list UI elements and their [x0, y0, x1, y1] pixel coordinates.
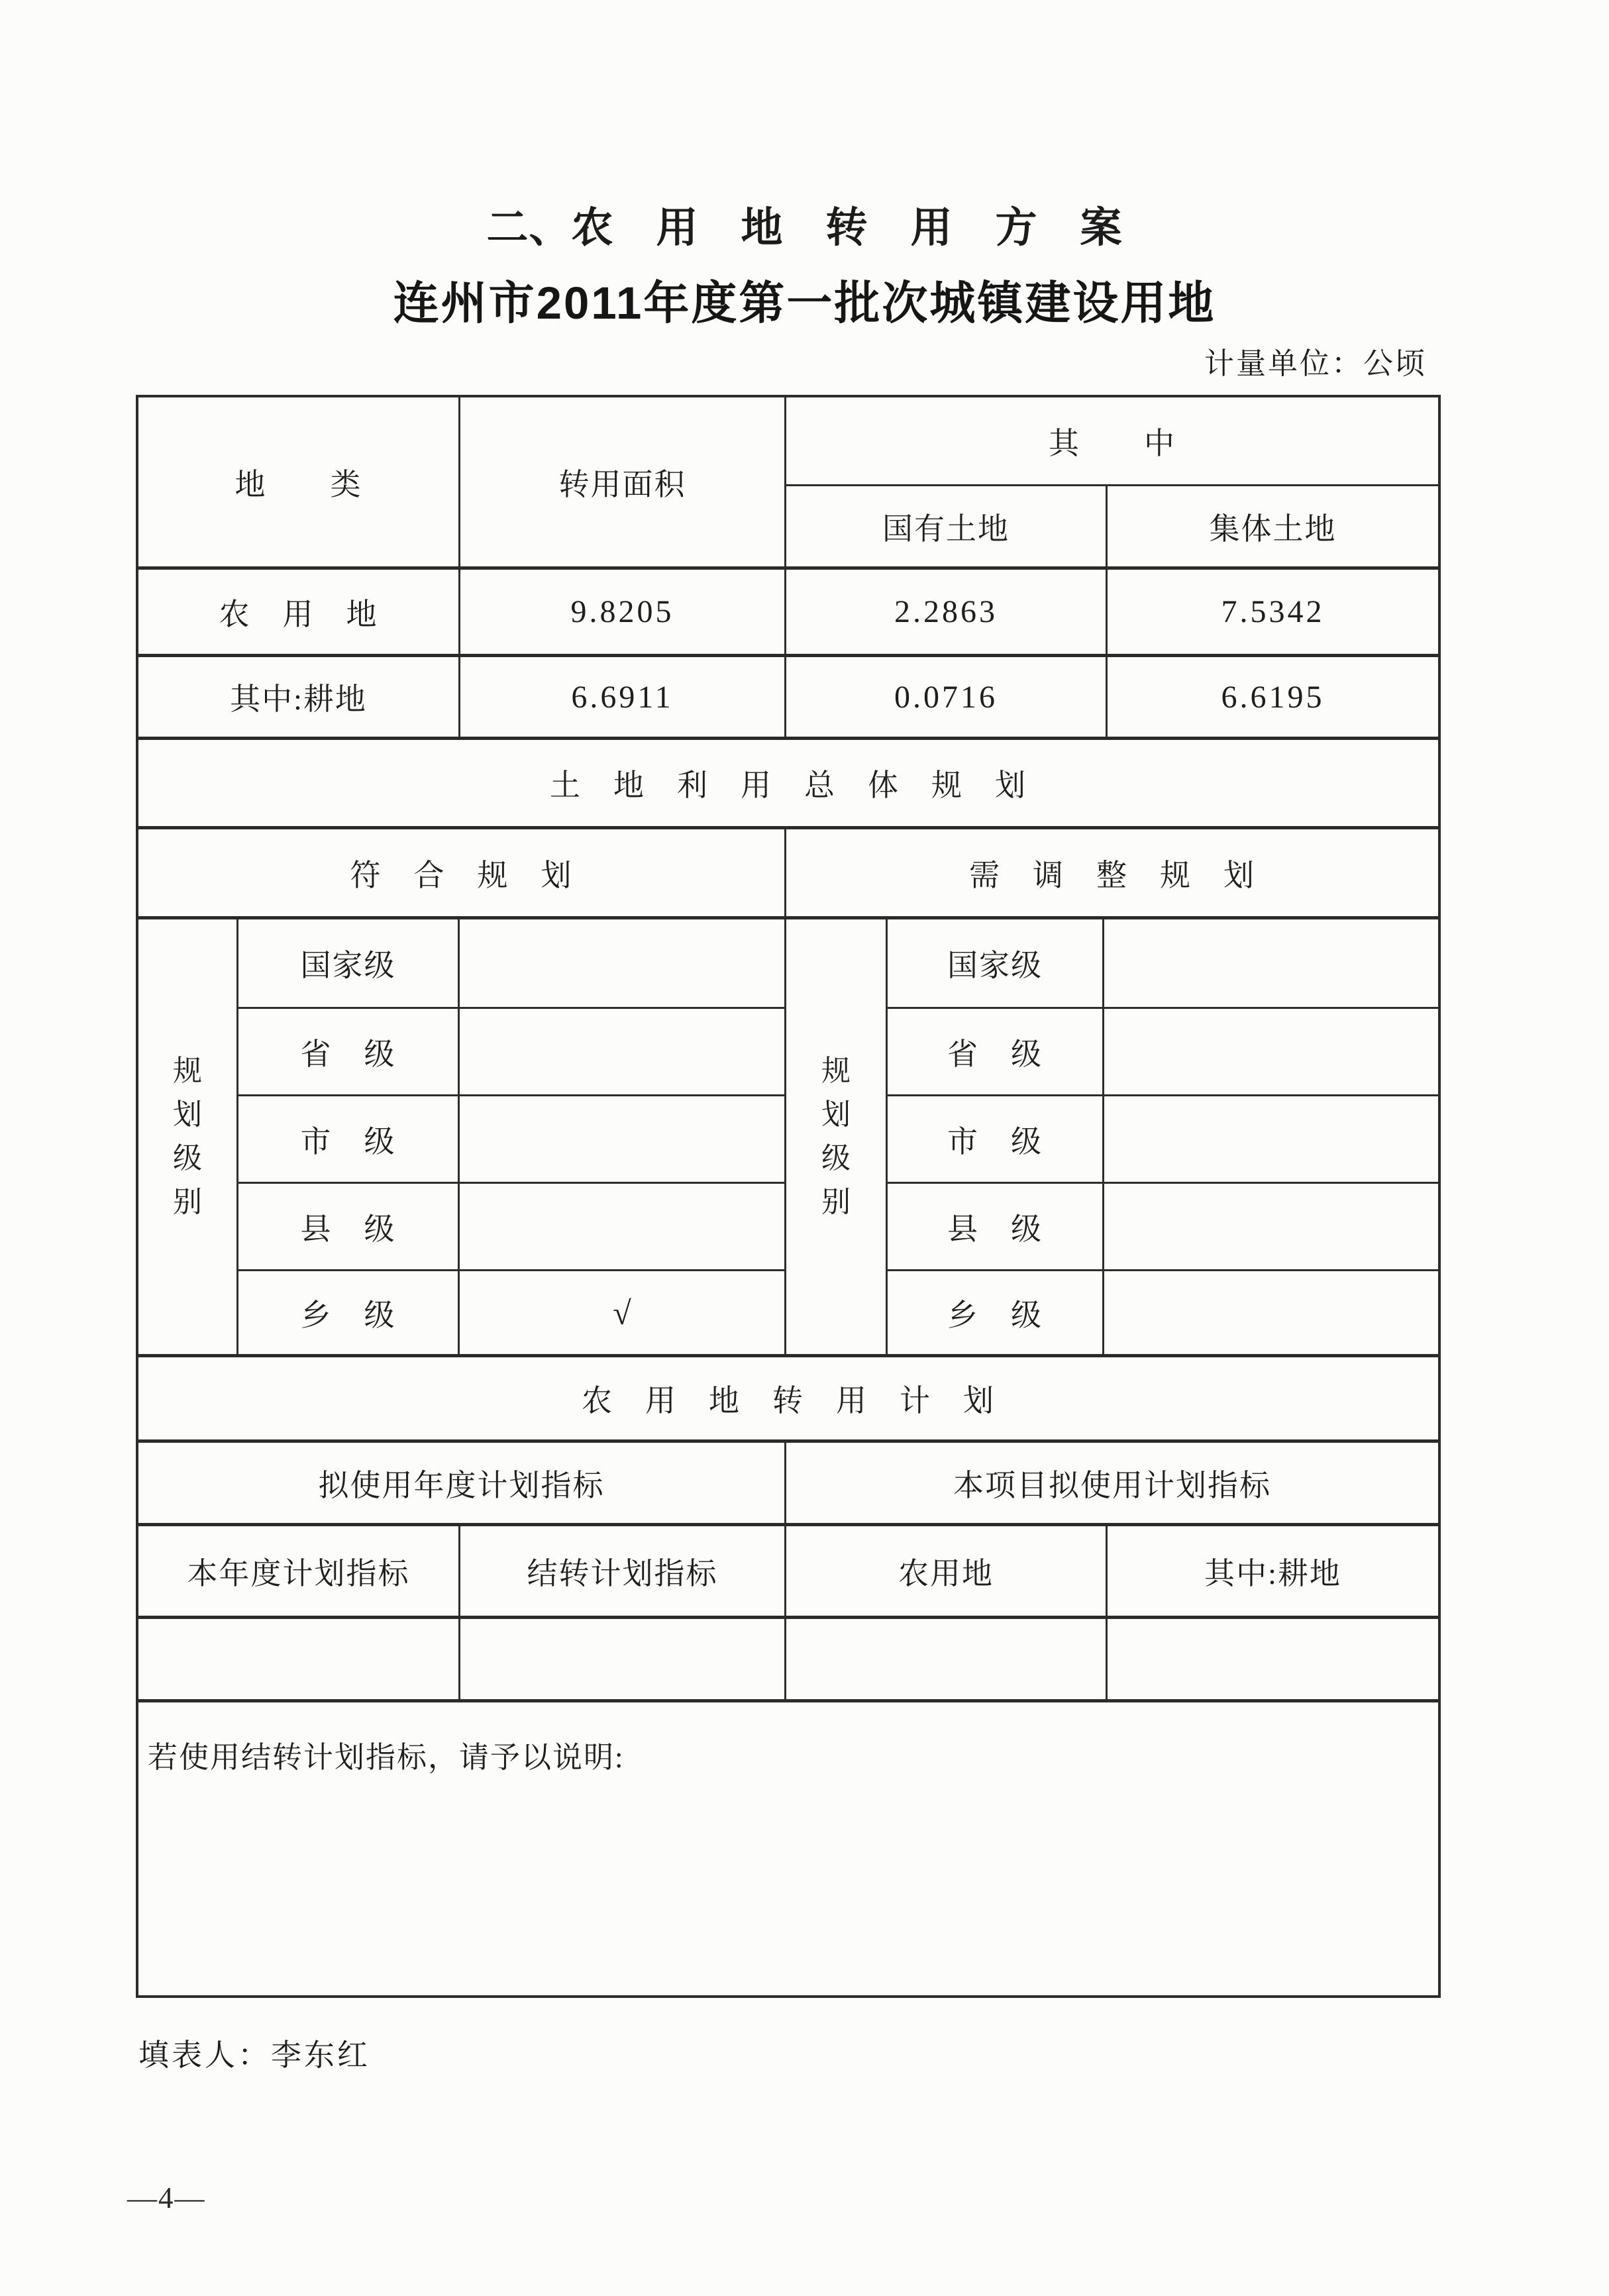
overall-plan-title-row — [138, 737, 1438, 826]
page-title: 二、农 用 地 转 用 方 案 — [486, 205, 1123, 251]
adjust-row-city — [888, 1094, 1438, 1182]
adjust-level-axis — [786, 919, 888, 1354]
adjust-label-province: 省 级 — [888, 1009, 1104, 1094]
conform-value-township-check-mark: √ — [613, 1294, 631, 1331]
adjust-row-province — [888, 1007, 1438, 1094]
conform-label-county: 县 级 — [238, 1184, 460, 1269]
quota-col-current-year: 本年度计划指标 — [138, 1526, 460, 1616]
cultivated-land-collective: 6.6195 — [1221, 679, 1325, 715]
carryover-note: 若使用结转计划指标，请予以说明: — [148, 1741, 625, 1774]
header-of-which-group — [786, 397, 1438, 566]
adjust-value-county — [1104, 1184, 1438, 1269]
agri-land-collective: 7.5342 — [1221, 594, 1325, 629]
table-header-block — [138, 397, 1438, 566]
quota-group-header-row — [138, 1439, 1438, 1523]
conversion-plan-title: 农 用 地 转 用 计 划 — [582, 1384, 995, 1418]
cultivated-land-area: 6.6911 — [460, 657, 786, 737]
page-subtitle: 连州市2011年度第一批次城镇建设用地 — [393, 278, 1216, 329]
quota-value-current-year — [138, 1619, 460, 1699]
adjust-label-national: 国家级 — [888, 919, 1104, 1007]
header-cell-land-type: 地 类 — [138, 397, 460, 566]
plan-level-grid — [138, 916, 1438, 1354]
adjust-label-city: 市 级 — [888, 1096, 1104, 1182]
adjust-label-county: 县 级 — [888, 1184, 1104, 1269]
header-cell-state-owned: 国有土地 — [786, 486, 1108, 566]
agri-land-area: 9.8205 — [460, 570, 786, 654]
adjust-value-city — [1104, 1096, 1438, 1182]
header-cell-collective: 集体土地 — [1209, 511, 1337, 546]
adjust-value-province — [1104, 1009, 1438, 1094]
conform-value-national — [460, 919, 784, 1007]
agri-land-state-owned: 2.2863 — [786, 570, 1108, 654]
conform-level-rows — [238, 919, 786, 1354]
header-cell-of-which: 其 中 — [786, 397, 1438, 486]
table-row-cultivated-land — [138, 654, 1438, 737]
conform-row-province — [238, 1007, 784, 1094]
adjust-plan-header: 需 调 整 规 划 — [969, 858, 1255, 892]
adjust-row-county — [888, 1182, 1438, 1269]
quota-value-agri-land — [786, 1619, 1108, 1699]
conform-label-township: 乡 级 — [238, 1271, 460, 1354]
conform-plan-header: 符 合 规 划 — [138, 829, 786, 916]
adjust-value-township — [1104, 1271, 1438, 1354]
conform-label-national: 国家级 — [238, 919, 460, 1007]
quota-value-carryover — [460, 1619, 786, 1699]
header-of-which-subrow — [786, 486, 1438, 566]
adjust-level-axis-label: 规划级别 — [821, 1055, 851, 1218]
conform-level-axis-label: 规划级别 — [173, 1055, 202, 1218]
adjust-value-national — [1104, 919, 1438, 1007]
annual-quota-header: 拟使用年度计划指标 — [138, 1443, 786, 1523]
conform-row-township — [238, 1269, 784, 1354]
conform-value-province — [460, 1009, 784, 1094]
conform-label-city: 市 级 — [238, 1096, 460, 1182]
conform-level-axis — [138, 919, 238, 1354]
preparer-label: 填表人： — [138, 2038, 271, 2072]
conversion-plan-title-row — [138, 1354, 1438, 1439]
preparer-line — [138, 2031, 370, 2075]
quota-col-carryover: 结转计划指标 — [460, 1526, 786, 1616]
land-conversion-table — [136, 395, 1441, 1998]
adjust-label-township: 乡 级 — [888, 1271, 1104, 1354]
adjust-row-national — [888, 919, 1438, 1007]
conform-row-national — [238, 919, 784, 1007]
quota-column-header-row — [138, 1523, 1438, 1616]
cultivated-land-label: 其中:耕地 — [138, 657, 460, 737]
cultivated-land-state-owned: 0.0716 — [786, 657, 1108, 737]
conform-row-city — [238, 1094, 784, 1182]
quota-col-cultivated: 其中:耕地 — [1204, 1556, 1341, 1591]
agri-land-label: 农 用 地 — [138, 570, 460, 654]
conform-row-county — [238, 1182, 784, 1269]
quota-col-agri-land: 农用地 — [786, 1526, 1108, 1616]
carryover-note-row — [138, 1699, 1438, 1995]
table-row-agricultural-land — [138, 566, 1438, 654]
conform-value-city — [460, 1096, 784, 1182]
overall-plan-title: 土 地 利 用 总 体 规 划 — [550, 768, 1027, 802]
adjust-level-rows — [888, 919, 1438, 1354]
header-cell-converted-area: 转用面积 — [460, 397, 786, 566]
preparer-name: 李东红 — [271, 2038, 370, 2072]
plan-split-header-row — [138, 826, 1438, 916]
quota-values-row — [138, 1616, 1438, 1699]
conform-value-county — [460, 1184, 784, 1269]
project-quota-header: 本项目拟使用计划指标 — [953, 1468, 1271, 1502]
conform-label-province: 省 级 — [238, 1009, 460, 1094]
quota-value-cultivated — [1108, 1619, 1438, 1699]
page-number: —4— — [127, 2181, 206, 2215]
adjust-row-township — [888, 1269, 1438, 1354]
unit-note: 计量单位：公顷 — [1204, 347, 1427, 380]
